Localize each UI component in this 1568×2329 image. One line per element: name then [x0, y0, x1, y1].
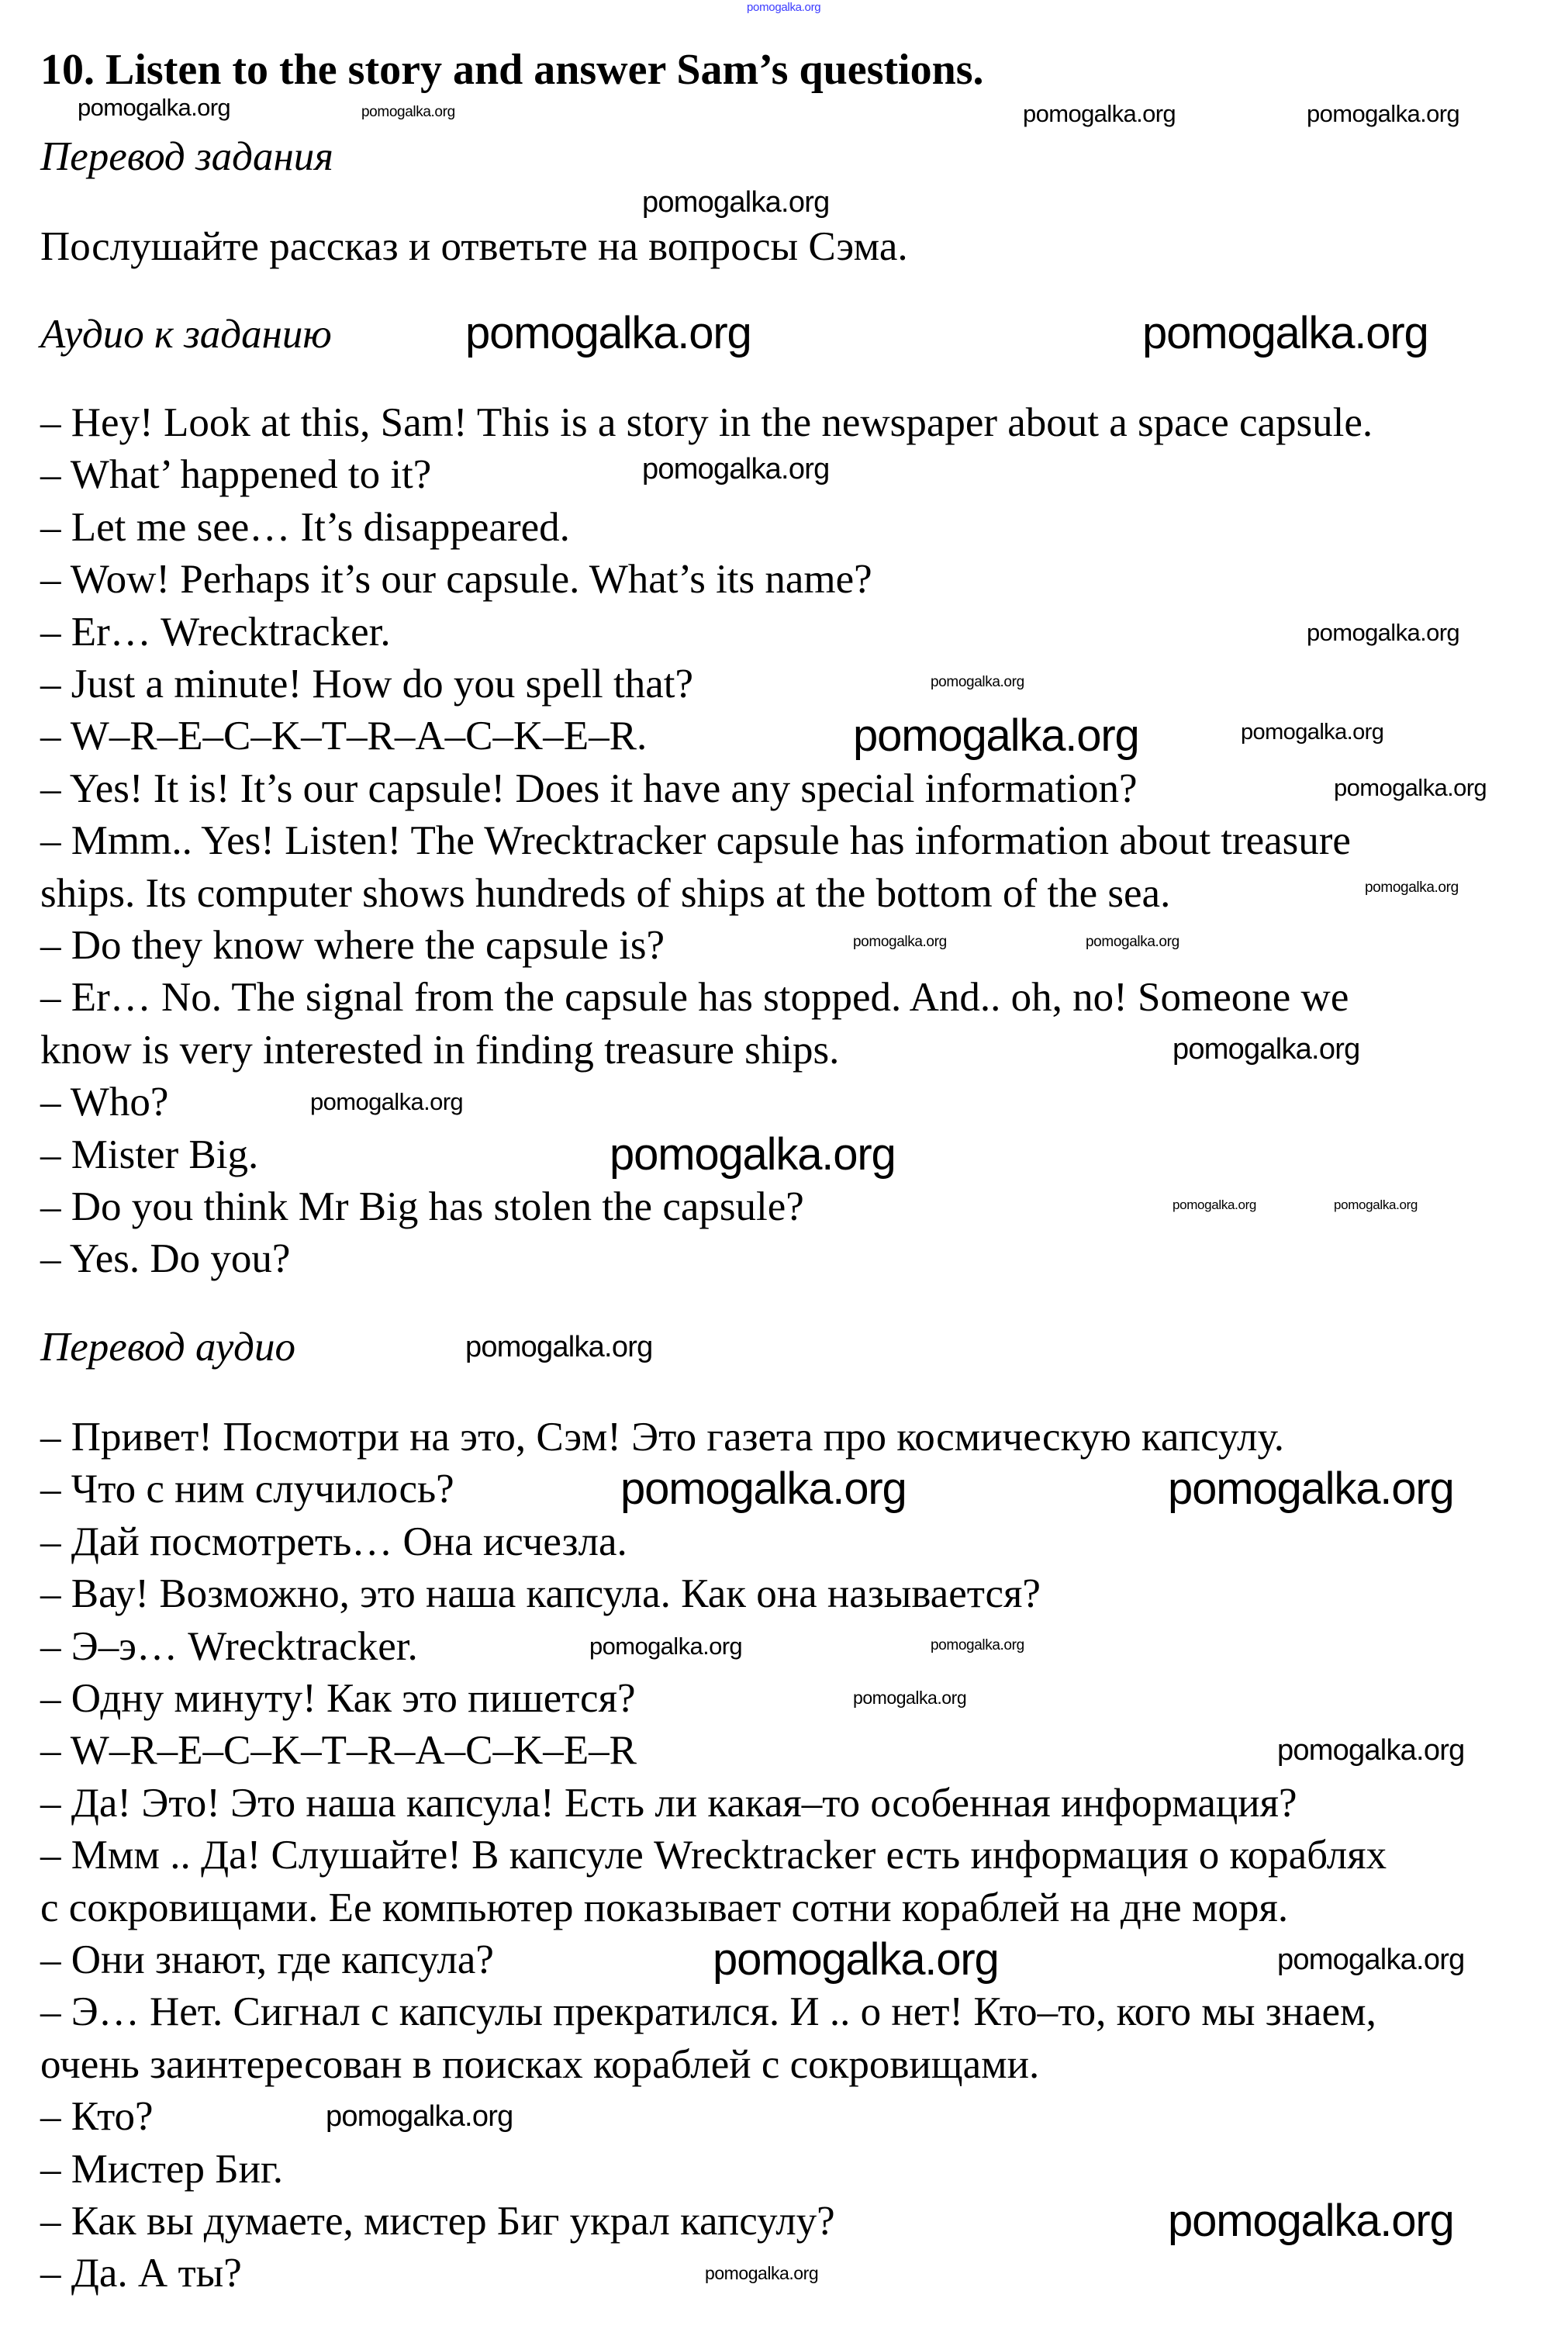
watermark: pomogalka.org: [1307, 100, 1460, 127]
dialogue-line: – Let me see… It’s disappeared.: [40, 504, 570, 550]
watermark: pomogalka.org: [1086, 934, 1179, 950]
watermark: pomogalka.org: [1168, 2196, 1454, 2246]
dialogue-line: – Ммм .. Да! Слушайте! В капсуле Wrecktracker есть информация о кораблях: [40, 1833, 1387, 1878]
watermark: pomogalka.org: [853, 1688, 967, 1708]
dialogue-line: – Yes. Do you?: [40, 1236, 291, 1282]
dialogue-line: – Er… Wrecktracker.: [40, 609, 391, 655]
watermark: pomogalka.org: [1142, 308, 1428, 358]
dialogue-line: – What’ happened to it?: [40, 452, 432, 498]
task-translation-text: Послушайте рассказ и ответьте на вопросы Сэма.: [40, 224, 908, 269]
dialogue-line: – Who?: [40, 1080, 169, 1125]
watermark: pomogalka.org: [361, 104, 455, 120]
watermark: pomogalka.org: [465, 1331, 653, 1363]
watermark: pomogalka.org: [642, 453, 830, 485]
dialogue-line: – Одну минуту! Как это пишется?: [40, 1676, 636, 1721]
task-translation-heading: Перевод задания: [40, 134, 333, 179]
dialogue-line: – Кто?: [40, 2094, 154, 2140]
dialogue-line: – Wow! Perhaps it’s our capsule. What’s its name?: [40, 557, 872, 603]
watermark: pomogalka.org: [1365, 879, 1459, 896]
watermark: pomogalka.org: [465, 308, 751, 358]
watermark: pomogalka.org: [705, 2263, 819, 2283]
watermark: pomogalka.org: [326, 2100, 513, 2133]
watermark: pomogalka.org: [1168, 1463, 1454, 1514]
watermark: pomogalka.org: [78, 94, 231, 121]
watermark: pomogalka.org: [931, 674, 1024, 690]
dialogue-line: – Э–э… Wrecktracker.: [40, 1623, 418, 1669]
dialogue-line: – Привет! Посмотри на это, Сэм! Это газета про космическую капсулу.: [40, 1415, 1284, 1460]
dialogue-line: – Just a minute! How do you spell that?: [40, 662, 693, 707]
watermark: pomogalka.org: [610, 1129, 896, 1180]
watermark: pomogalka.org: [642, 186, 830, 219]
dialogue-line: – Yes! It is! It’s our capsule! Does it have any special information?: [40, 765, 1138, 811]
dialogue-line: – Да! Это! Это наша капсула! Есть ли какая–то особенная информация?: [40, 1780, 1297, 1826]
dialogue-line: с сокровищами. Ее компьютер показывает сотни кораблей на дне моря.: [40, 1885, 1289, 1930]
dialogue-line: – Дай посмотреть… Она исчезла.: [40, 1519, 627, 1564]
dialogue-line: – Do you think Mr Big has stolen the capsule?: [40, 1184, 804, 1229]
watermark: pomogalka.org: [713, 1934, 999, 1985]
watermark: pomogalka.org: [1023, 100, 1176, 127]
audio-translation-heading: Перевод аудио: [40, 1325, 295, 1370]
dialogue-line: – Mister Big.: [40, 1132, 259, 1177]
watermark: pomogalka.org: [1173, 1197, 1257, 1212]
dialogue-line: очень заинтересован в поисках кораблей с сокровищами.: [40, 2041, 1040, 2087]
dialogue-line: – Э… Нет. Сигнал с капсулы прекратился. И .. о нет! Кто–то, кого мы знаем,: [40, 1989, 1376, 2035]
dialogue-line: – Они знают, где капсула?: [40, 1937, 494, 1982]
dialogue-line: – W–R–E–C–K–T–R–A–C–K–E–R.: [40, 714, 648, 759]
watermark: pomogalka.org: [310, 1088, 464, 1115]
watermark: pomogalka.org: [747, 1, 821, 14]
dialogue-line: – Как вы думаете, мистер Биг украл капсулу?: [40, 2199, 835, 2244]
dialogue-line: – Что с ним случилось?: [40, 1467, 454, 1512]
dialogue-line: ships. Its computer shows hundreds of ships at the bottom of the sea.: [40, 870, 1171, 916]
watermark: pomogalka.org: [1173, 1033, 1360, 1066]
dialogue-line: know is very interested in finding treasure ships.: [40, 1027, 840, 1073]
dialogue-line: – Да. А ты?: [40, 2251, 242, 2296]
watermark: pomogalka.org: [853, 934, 947, 950]
audio-heading: Аудио к заданию: [40, 312, 332, 357]
dialogue-line: – Mmm.. Yes! Listen! The Wrecktracker capsule has information about treasure: [40, 818, 1351, 864]
watermark: pomogalka.org: [620, 1463, 907, 1514]
watermark: pomogalka.org: [1334, 1197, 1418, 1212]
watermark: pomogalka.org: [853, 710, 1139, 761]
watermark: pomogalka.org: [1277, 1734, 1465, 1767]
watermark: pomogalka.org: [1334, 774, 1487, 801]
dialogue-line: – Er… No. The signal from the capsule has stopped. And.. oh, no! Someone we: [40, 975, 1349, 1021]
dialogue-line: – Hey! Look at this, Sam! This is a story in the newspaper about a space capsule.: [40, 400, 1373, 445]
dialogue-line: – Do they know where the capsule is?: [40, 923, 665, 968]
watermark: pomogalka.org: [589, 1633, 743, 1660]
watermark: pomogalka.org: [1241, 720, 1384, 745]
dialogue-line: – W–R–E–C–K–T–R–A–C–K–E–R: [40, 1728, 637, 1774]
dialogue-line: – Вау! Возможно, это наша капсула. Как она называется?: [40, 1571, 1041, 1617]
watermark: pomogalka.org: [1277, 1944, 1465, 1976]
dialogue-line: – Мистер Биг.: [40, 2146, 284, 2192]
watermark: pomogalka.org: [1307, 619, 1460, 646]
watermark: pomogalka.org: [931, 1637, 1024, 1653]
exercise-title: 10. Listen to the story and answer Sam’s questions.: [40, 46, 984, 94]
